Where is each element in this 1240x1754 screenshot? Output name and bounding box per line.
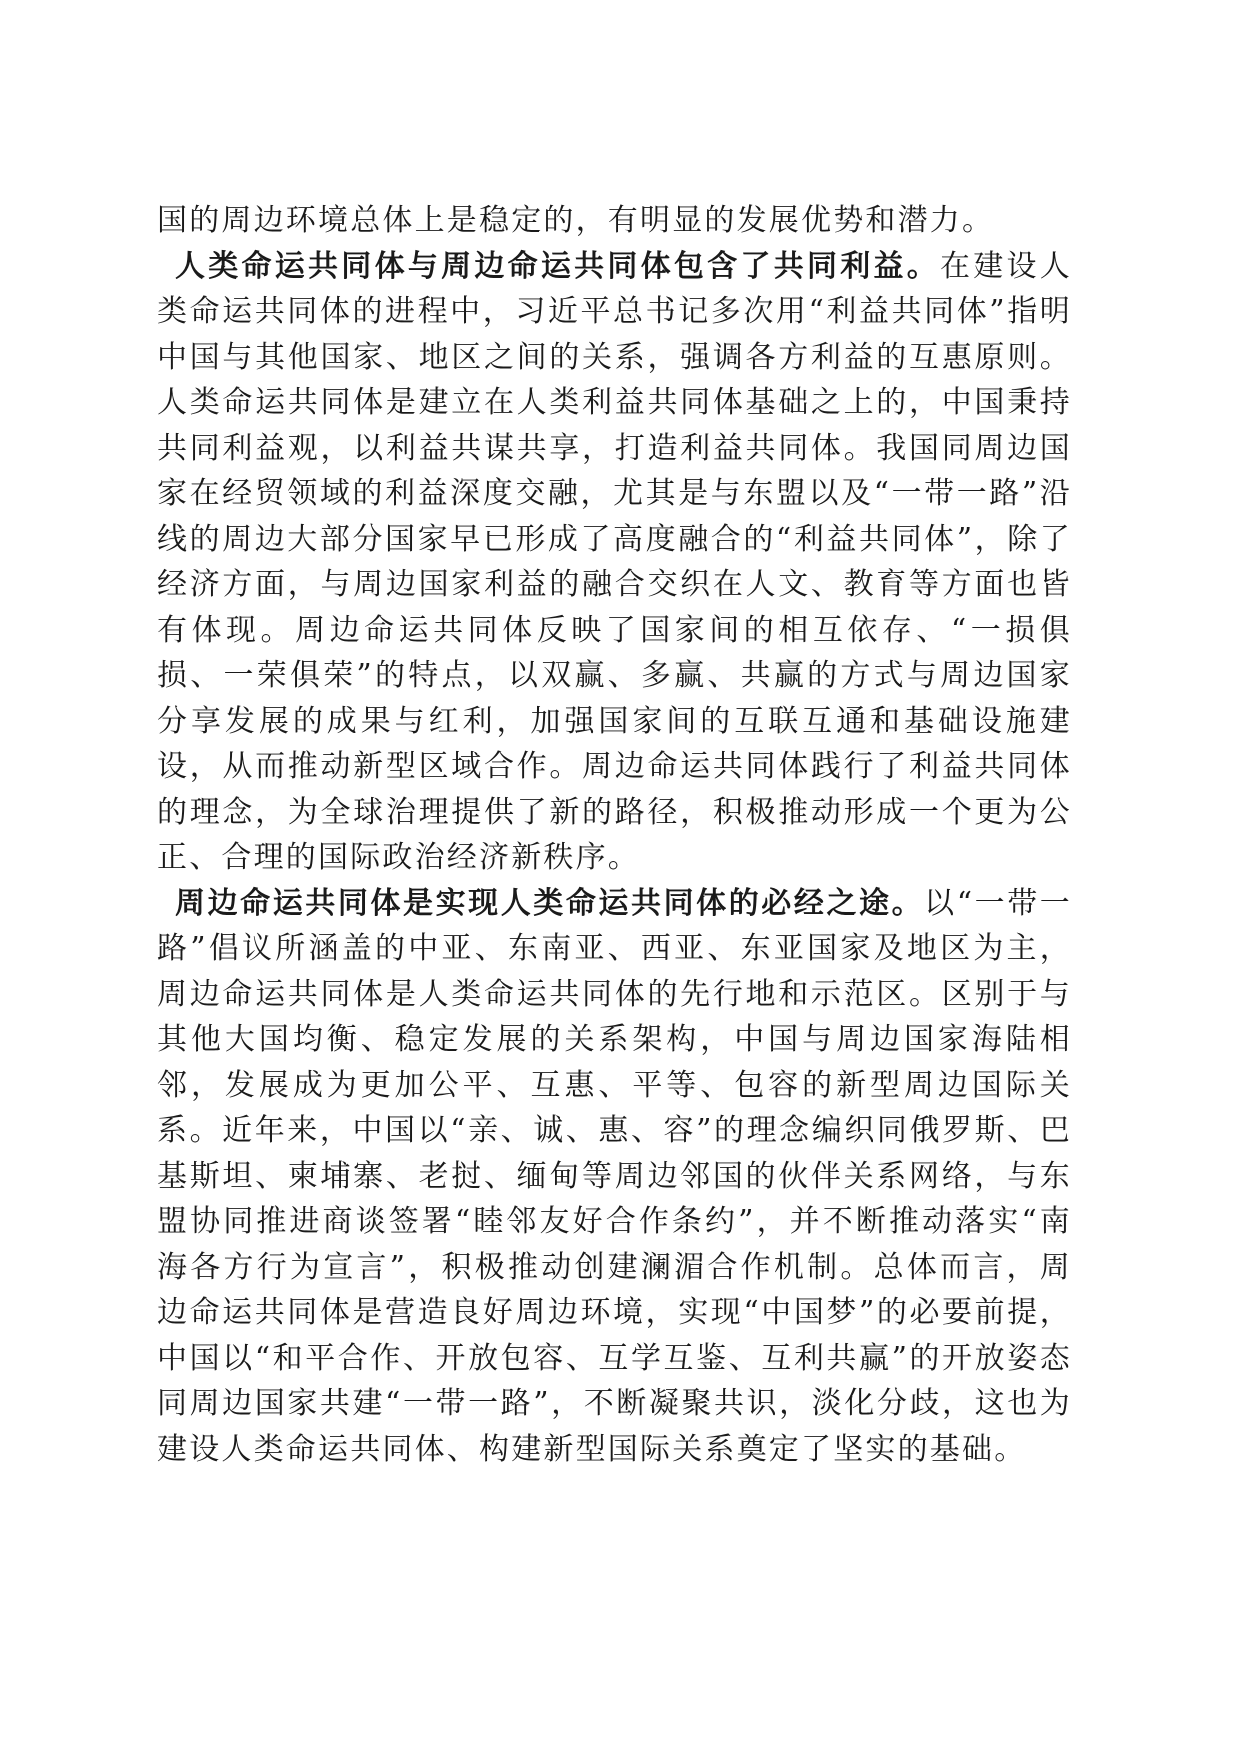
paragraph-text: 国的周边环境总体上是稳定的，有明显的发展优势和潜力。: [157, 203, 995, 238]
paragraph-lead-sentence: 周边命运共同体是实现人类命运共同体的必经之途。: [175, 885, 925, 921]
paragraph-necessary-path: [157, 881, 1072, 1473]
paragraph-lead-sentence: 人类命运共同体与周边命运共同体包含了共同利益。: [175, 248, 940, 284]
paragraph-text: 以“一带一路”倡议所涵盖的中亚、东南亚、西亚、东亚国家及地区为主，周边命运共同体是人类命运共同体的先行地和示范区。区别于与其他大国均衡、稳定发展的关系架构，中国与周边国家海陆相邻，发展成为更加公平、互惠、平等、包容的新型周边国际关系。近年来，中国以“亲、诚、惠、容”的理念编织同俄罗斯、巴基斯坦、柬埔寨、老挝、缅甸等周边邻国的伙伴关系网络，与东盟协同推进商谈签署“睦邻友好合作条约”，并不断推动落实“南海各方行为宣言”，积极推动创建澜湄合作机制。总体而言，周边命运共同体是营造良好周边环境，实现“中国梦”的必要前提，中国以“和平合作、开放包容、互学互鉴、互利共赢”的开放姿态同周边国家共建“一带一路”，不断凝聚共识，淡化分歧，这也为建设人类命运共同体、构建新型国际关系奠定了坚实的基础。: [157, 885, 1072, 1467]
paragraph-text: 在建设人类命运共同体的进程中，习近平总书记多次用“利益共同体”指明中国与其他国家、地区之间的关系，强调各方利益的互惠原则。人类命运共同体是建立在人类利益共同体基础之上的，中国秉持共同利益观，以利益共谋共享，打造利益共同体。我国同周边国家在经贸领域的利益深度交融，尤其是与东盟以及“一带一路”沿线的周边大部分国家早已形成了高度融合的“利益共同体”，除了经济方面，与周边国家利益的融合交织在人文、教育等方面也皆有体现。周边命运共同体反映了国家间的相互依存、“一损俱损、一荣俱荣”的特点，以双赢、多赢、共赢的方式与周边国家分享发展的成果与红利，加强国家间的互联互通和基础设施建设，从而推动新型区域合作。周边命运共同体践行了利益共同体的理念，为全球治理提供了新的路径，积极推动形成一个更为公正、合理的国际政治经济新秩序。: [157, 248, 1072, 875]
document-body: [157, 198, 1072, 1472]
paragraph-continuation: [157, 198, 1072, 244]
paragraph-common-interests: [157, 244, 1072, 881]
